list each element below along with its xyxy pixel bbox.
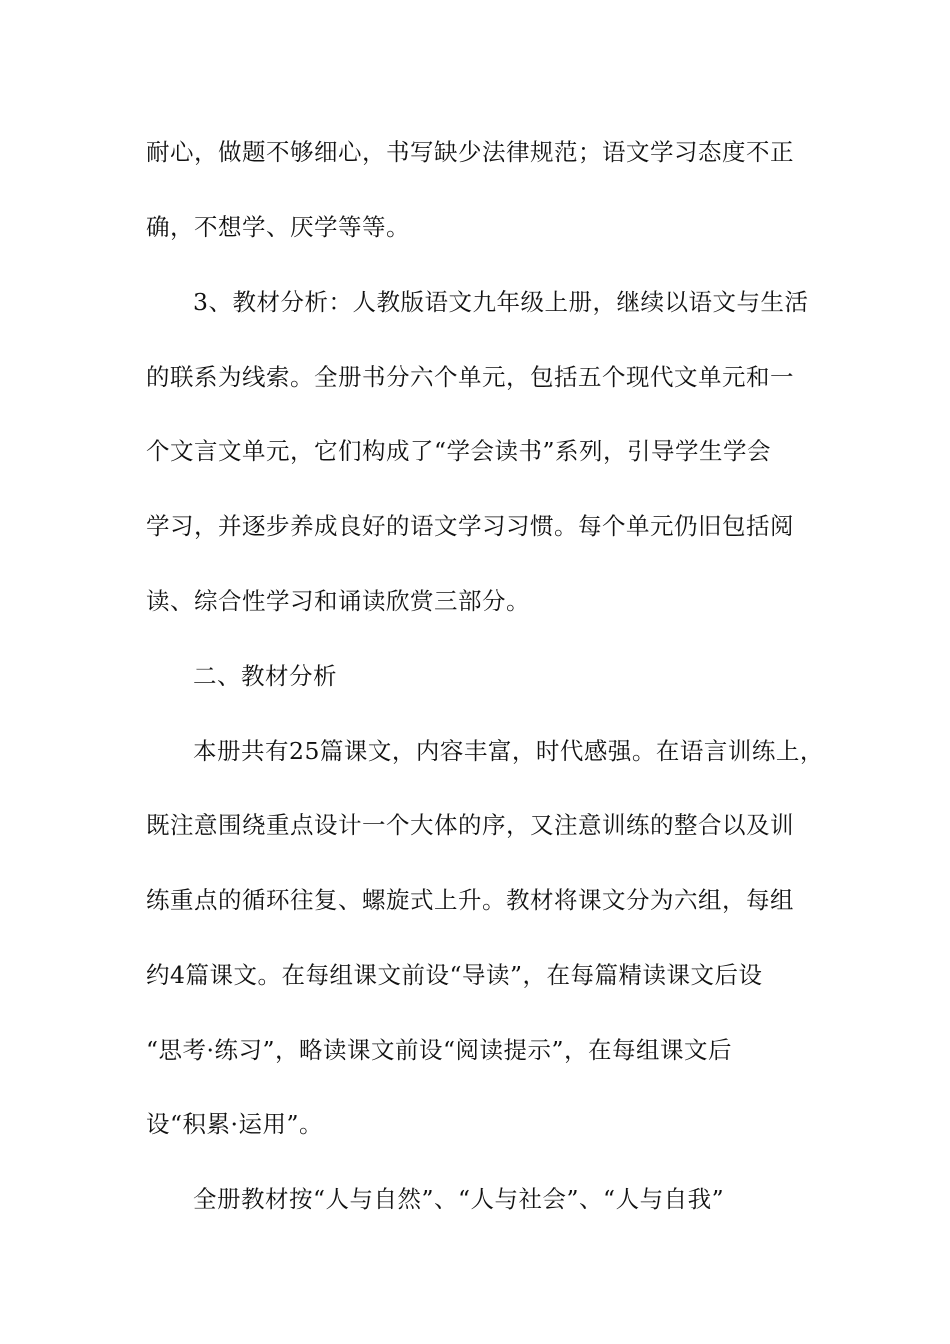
text-line-6: 学习，并逐步养成良好的语文学习习惯。每个单元仍旧包括阅 xyxy=(146,512,794,540)
text-line-1: 耐心，做题不够细心，书写缺少法律规范；语文学习态度不正 xyxy=(146,138,794,166)
text-line-4: 的联系为线索。全册书分六个单元，包括五个现代文单元和一 xyxy=(146,363,794,391)
section-heading: 二、教材分析 xyxy=(193,662,337,690)
text-line-2: 确，不想学、厌学等等。 xyxy=(146,213,410,241)
text-line-3: 3、教材分析：人教版语文九年级上册，继续以语文与生活 xyxy=(193,288,809,316)
text-line-12: 约4篇课文。在每组课文前设“导读”，在每篇精读课文后设 xyxy=(146,961,763,989)
text-line-11: 练重点的循环往复、螺旋式上升。教材将课文分为六组，每组 xyxy=(146,886,794,914)
text-line-9: 本册共有25篇课文，内容丰富，时代感强。在语言训练上， xyxy=(193,737,824,765)
text-line-15: 全册教材按“人与自然”、“人与社会”、“人与自我” xyxy=(193,1185,725,1213)
text-line-13: “思考·练习”，略读课文前设“阅读提示”，在每组课文后 xyxy=(146,1036,733,1064)
text-line-10: 既注意围绕重点设计一个大体的序，又注意训练的整合以及训 xyxy=(146,811,794,839)
text-line-7: 读、综合性学习和诵读欣赏三部分。 xyxy=(146,587,530,615)
text-line-5: 个文言文单元，它们构成了“学会读书”系列，引导学生学会 xyxy=(146,437,772,465)
text-line-14: 设“积累·运用”。 xyxy=(146,1110,323,1138)
